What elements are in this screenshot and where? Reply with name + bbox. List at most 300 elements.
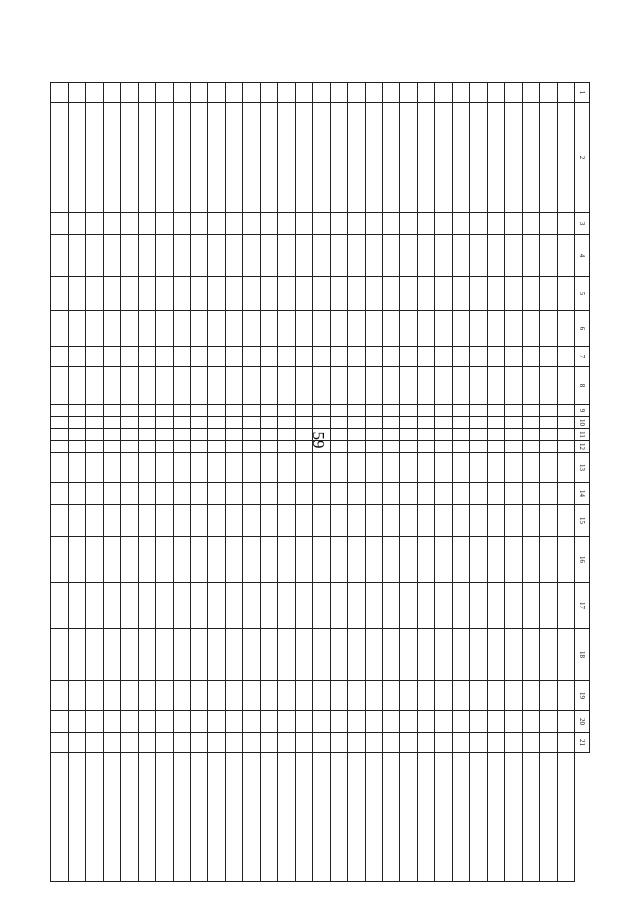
row-number-cell (295, 83, 312, 103)
value-cell (540, 753, 557, 882)
value-cell (260, 583, 277, 629)
value-cell (540, 505, 557, 537)
value-cell (103, 417, 120, 429)
value-cell (278, 629, 295, 681)
value-cell (522, 753, 539, 882)
value-cell (68, 429, 85, 441)
row-number-cell (51, 83, 69, 103)
value-cell (86, 733, 103, 753)
table-row (51, 83, 69, 882)
value-cell (103, 429, 120, 441)
value-cell (348, 441, 365, 453)
value-cell (383, 277, 400, 311)
value-cell (522, 733, 539, 753)
value-cell (435, 441, 452, 453)
value-cell (540, 681, 557, 711)
value-cell (121, 711, 138, 733)
value-cell (330, 417, 347, 429)
value-cell (435, 453, 452, 483)
value-cell (208, 583, 225, 629)
value-cell (173, 277, 190, 311)
value-cell (121, 277, 138, 311)
value-cell (208, 537, 225, 583)
value-cell (68, 537, 85, 583)
value-cell (313, 453, 330, 483)
row-number-cell (103, 83, 120, 103)
value-cell (435, 417, 452, 429)
value-cell (260, 311, 277, 347)
value-cell (383, 733, 400, 753)
value-cell (452, 405, 469, 417)
value-cell (400, 483, 417, 505)
value-cell (173, 405, 190, 417)
value-cell (86, 441, 103, 453)
value-cell (278, 417, 295, 429)
value-cell (522, 681, 539, 711)
value-cell (417, 505, 434, 537)
value-cell (260, 753, 277, 882)
value-cell (383, 441, 400, 453)
value-cell (540, 583, 557, 629)
value-cell (522, 583, 539, 629)
value-cell (313, 441, 330, 453)
value-cell (103, 213, 120, 235)
value-cell (225, 629, 242, 681)
value-cell (68, 711, 85, 733)
value-cell (452, 235, 469, 277)
value-cell (557, 681, 574, 711)
value-cell (400, 733, 417, 753)
value-cell (191, 441, 208, 453)
value-cell (156, 235, 173, 277)
value-cell (68, 235, 85, 277)
row-number-cell (156, 83, 173, 103)
value-cell (487, 367, 504, 405)
value-cell (452, 453, 469, 483)
address-cell (505, 103, 522, 213)
value-cell (295, 733, 312, 753)
value-cell (68, 213, 85, 235)
value-cell (86, 681, 103, 711)
value-cell (156, 277, 173, 311)
value-cell (68, 441, 85, 453)
value-cell (452, 441, 469, 453)
value-cell (225, 483, 242, 505)
value-cell (540, 235, 557, 277)
value-cell (435, 347, 452, 367)
value-cell (208, 417, 225, 429)
value-cell (86, 213, 103, 235)
value-cell (68, 347, 85, 367)
value-cell (383, 213, 400, 235)
value-cell (540, 537, 557, 583)
value-cell (313, 583, 330, 629)
value-cell (383, 367, 400, 405)
value-cell (557, 429, 574, 441)
value-cell (487, 277, 504, 311)
value-cell (156, 405, 173, 417)
value-cell (330, 505, 347, 537)
value-cell (191, 483, 208, 505)
value-cell (330, 277, 347, 311)
value-cell (487, 505, 504, 537)
value-cell (138, 347, 155, 367)
value-cell (225, 235, 242, 277)
value-cell (103, 367, 120, 405)
value-cell (383, 347, 400, 367)
value-cell (86, 311, 103, 347)
value-cell (260, 441, 277, 453)
value-cell (51, 681, 69, 711)
value-cell (417, 347, 434, 367)
value-cell (278, 277, 295, 311)
value-cell (295, 753, 312, 882)
value-cell (295, 417, 312, 429)
value-cell (452, 429, 469, 441)
row-number-cell (522, 83, 539, 103)
address-cell (173, 103, 190, 213)
value-cell (452, 681, 469, 711)
value-cell (348, 681, 365, 711)
value-cell (417, 483, 434, 505)
value-cell (470, 277, 487, 311)
value-cell (365, 483, 382, 505)
value-cell (417, 453, 434, 483)
value-cell (208, 681, 225, 711)
value-cell (540, 405, 557, 417)
value-cell (348, 483, 365, 505)
value-cell (400, 753, 417, 882)
value-cell (156, 213, 173, 235)
value-cell (208, 311, 225, 347)
value-cell (470, 405, 487, 417)
value-cell (487, 429, 504, 441)
value-cell (86, 235, 103, 277)
value-cell (365, 367, 382, 405)
value-cell (365, 711, 382, 733)
value-cell (68, 277, 85, 311)
address-cell (400, 103, 417, 213)
value-cell (173, 417, 190, 429)
value-cell (260, 429, 277, 441)
value-cell (400, 629, 417, 681)
table-row (383, 83, 400, 882)
value-cell (435, 277, 452, 311)
value-cell (452, 483, 469, 505)
value-cell (103, 441, 120, 453)
value-cell (121, 417, 138, 429)
value-cell (540, 311, 557, 347)
value-cell (295, 429, 312, 441)
value-cell (417, 583, 434, 629)
value-cell (51, 235, 69, 277)
value-cell (243, 583, 260, 629)
value-cell (470, 417, 487, 429)
value-cell (557, 235, 574, 277)
value-cell (278, 711, 295, 733)
value-cell (557, 629, 574, 681)
header-cell-3: 3 (575, 213, 590, 235)
value-cell (278, 537, 295, 583)
value-cell (138, 405, 155, 417)
value-cell (208, 505, 225, 537)
header-cell-10: 10 (575, 417, 590, 429)
value-cell (86, 537, 103, 583)
value-cell (278, 753, 295, 882)
value-cell (417, 711, 434, 733)
address-cell (51, 103, 69, 213)
value-cell (208, 429, 225, 441)
value-cell (138, 213, 155, 235)
table-row (278, 83, 295, 882)
value-cell (295, 405, 312, 417)
value-cell (138, 311, 155, 347)
value-cell (470, 753, 487, 882)
value-cell (295, 483, 312, 505)
value-cell (522, 213, 539, 235)
row-number-cell (68, 83, 85, 103)
address-cell (470, 103, 487, 213)
value-cell (417, 405, 434, 417)
value-cell (51, 405, 69, 417)
value-cell (348, 629, 365, 681)
value-cell (522, 537, 539, 583)
address-cell (365, 103, 382, 213)
value-cell (68, 405, 85, 417)
value-cell (435, 753, 452, 882)
value-cell (68, 629, 85, 681)
value-cell (540, 417, 557, 429)
header-cell-15: 15 (575, 505, 590, 537)
value-cell (487, 583, 504, 629)
table-row (557, 83, 574, 882)
value-cell (208, 453, 225, 483)
value-cell (487, 753, 504, 882)
value-cell (191, 347, 208, 367)
value-cell (400, 417, 417, 429)
value-cell (470, 711, 487, 733)
value-cell (121, 311, 138, 347)
value-cell (557, 537, 574, 583)
value-cell (278, 367, 295, 405)
value-cell (330, 441, 347, 453)
value-cell (260, 347, 277, 367)
value-cell (103, 453, 120, 483)
value-cell (452, 733, 469, 753)
value-cell (68, 483, 85, 505)
row-number-cell (417, 83, 434, 103)
value-cell (417, 367, 434, 405)
value-cell (470, 583, 487, 629)
value-cell (487, 405, 504, 417)
value-cell (51, 753, 69, 882)
value-cell (121, 235, 138, 277)
value-cell (243, 733, 260, 753)
value-cell (435, 311, 452, 347)
value-cell (208, 235, 225, 277)
table-row (243, 83, 260, 882)
value-cell (156, 311, 173, 347)
value-cell (557, 347, 574, 367)
value-cell (103, 483, 120, 505)
table-row (156, 83, 173, 882)
table-row (330, 83, 347, 882)
value-cell (540, 429, 557, 441)
value-cell (487, 417, 504, 429)
header-cell-12: 12 (575, 441, 590, 453)
value-cell (51, 583, 69, 629)
value-cell (156, 583, 173, 629)
value-cell (68, 753, 85, 882)
value-cell (365, 311, 382, 347)
value-cell (505, 417, 522, 429)
value-cell (225, 213, 242, 235)
value-cell (330, 733, 347, 753)
header-cell-13: 13 (575, 453, 590, 483)
value-cell (191, 681, 208, 711)
value-cell (400, 405, 417, 417)
value-cell (452, 213, 469, 235)
value-cell (400, 453, 417, 483)
value-cell (383, 583, 400, 629)
address-cell (522, 103, 539, 213)
value-cell (243, 483, 260, 505)
value-cell (86, 505, 103, 537)
value-cell (365, 347, 382, 367)
table-row (191, 83, 208, 882)
value-cell (225, 537, 242, 583)
address-cell (260, 103, 277, 213)
value-cell (313, 367, 330, 405)
value-cell (278, 733, 295, 753)
value-cell (313, 629, 330, 681)
value-cell (51, 429, 69, 441)
value-cell (191, 311, 208, 347)
value-cell (51, 505, 69, 537)
value-cell (86, 453, 103, 483)
value-cell (225, 505, 242, 537)
value-cell (86, 405, 103, 417)
value-cell (295, 711, 312, 733)
value-cell (295, 441, 312, 453)
table-row (417, 83, 434, 882)
value-cell (138, 429, 155, 441)
value-cell (348, 733, 365, 753)
value-cell (208, 347, 225, 367)
value-cell (68, 505, 85, 537)
value-cell (470, 733, 487, 753)
value-cell (557, 733, 574, 753)
table-row (225, 83, 242, 882)
value-cell (505, 711, 522, 733)
value-cell (522, 367, 539, 405)
value-cell (435, 537, 452, 583)
value-cell (51, 711, 69, 733)
value-cell (417, 681, 434, 711)
value-cell (487, 711, 504, 733)
value-cell (51, 629, 69, 681)
value-cell (505, 483, 522, 505)
value-cell (51, 213, 69, 235)
value-cell (191, 277, 208, 311)
value-cell (243, 681, 260, 711)
value-cell (138, 367, 155, 405)
row-number-cell (138, 83, 155, 103)
value-cell (365, 629, 382, 681)
row-number-cell (121, 83, 138, 103)
value-cell (522, 347, 539, 367)
value-cell (225, 311, 242, 347)
value-cell (191, 711, 208, 733)
value-cell (295, 213, 312, 235)
value-cell (103, 235, 120, 277)
value-cell (191, 537, 208, 583)
value-cell (156, 483, 173, 505)
value-cell (313, 311, 330, 347)
value-cell (452, 753, 469, 882)
value-cell (121, 347, 138, 367)
value-cell (243, 629, 260, 681)
value-cell (348, 347, 365, 367)
value-cell (365, 733, 382, 753)
address-cell (435, 103, 452, 213)
value-cell (487, 537, 504, 583)
value-cell (383, 311, 400, 347)
value-cell (330, 681, 347, 711)
value-cell (191, 505, 208, 537)
value-cell (417, 753, 434, 882)
value-cell (103, 505, 120, 537)
value-cell (522, 277, 539, 311)
value-cell (400, 347, 417, 367)
value-cell (260, 453, 277, 483)
value-cell (278, 453, 295, 483)
value-cell (505, 453, 522, 483)
value-cell (86, 753, 103, 882)
register-table (50, 82, 590, 882)
value-cell (505, 277, 522, 311)
value-cell (156, 429, 173, 441)
value-cell (295, 277, 312, 311)
value-cell (435, 629, 452, 681)
value-cell (173, 441, 190, 453)
table-row (138, 83, 155, 882)
value-cell (86, 347, 103, 367)
value-cell (522, 405, 539, 417)
value-cell (191, 235, 208, 277)
row-number-cell (348, 83, 365, 103)
value-cell (470, 681, 487, 711)
value-cell (191, 733, 208, 753)
address-cell (121, 103, 138, 213)
value-cell (260, 235, 277, 277)
value-cell (313, 417, 330, 429)
value-cell (103, 583, 120, 629)
value-cell (121, 733, 138, 753)
value-cell (243, 277, 260, 311)
value-cell (417, 417, 434, 429)
row-number-cell (540, 83, 557, 103)
header-cell-6: 6 (575, 311, 590, 347)
value-cell (68, 367, 85, 405)
value-cell (138, 733, 155, 753)
value-cell (470, 453, 487, 483)
row-number-cell (365, 83, 382, 103)
value-cell (470, 367, 487, 405)
address-cell (452, 103, 469, 213)
value-cell (557, 441, 574, 453)
table-row (365, 83, 382, 882)
